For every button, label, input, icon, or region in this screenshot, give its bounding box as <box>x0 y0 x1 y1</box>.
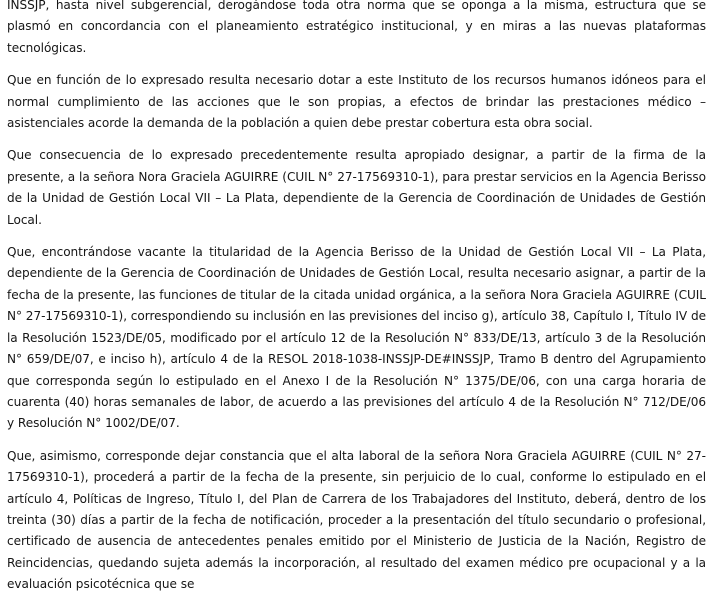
paragraph-labor-registration: Que, asimismo, corresponde dejar constancia que el alta laboral de la señora Nora Graciela AGUIRRE (CUIL N° 27-17569310-1), procederá a partir de la fecha de la presente, sin perjuicio de lo cual, conforme lo estipulado en el artículo 4, Políticas de Ingreso, Título I, del Plan de Carrera de los Trabajadores del Instituto, deberá, dentro de los treinta (30) días a partir de la fecha de notificación, proceder a la presentación del título secundario o profesional, certificado de ausencia de antecedentes penales emitido por el Ministerio de Justicia de la Nación, Registro de Reincidencias, quedando sujeta además la incorporación, al resultado del examen médico pre ocupacional y a la evaluación psicotécnica que se <box>7 448 706 592</box>
paragraph-structure: INSSJP, hasta nivel subgerencial, derogándose toda otra norma que se oponga a la misma, estructura que se plasmó en concordancia con el planeamiento estratégico institucional, y en miras a las nuevas plataformas tecnológicas. <box>7 0 706 55</box>
paragraph-vacancy-assignment: Que, encontrándose vacante la titularidad de la Agencia Berisso de la Unidad de Gestión Local VII – La Plata, dependiente de la Gerencia de Coordinación de Unidades de Gestión Local, resulta necesario asignar, a partir de la fecha de la presente, las funciones de titular de la citada unidad orgánica, a la señora Nora Graciela AGUIRRE (CUIL N° 27-17569310-1), correspondiendo su inclusión en las previsiones del inciso g), artículo 38, Capítulo I, Título IV de la Resolución 1523/DE/05, modificado por el artículo 12 de la Resolución N° 833/DE/13, artículo 3 de la Resolución N° 659/DE/07, e inciso h), artículo 4 de la RESOL 2018-1038-INSSJP-DE#INSSJP, Tramo B dentro del Agrupamiento que corresponda según lo estipulado en el Anexo I de la Resolución N° 1375/DE/06, con una carga horaria de cuarenta (40) horas semanales de labor, de acuerdo a las previsiones del artículo 4 de la Resolución N° 712/DE/06 y Resolución N° 1002/DE/07. <box>7 245 706 431</box>
paragraph-human-resources: Que en función de lo expresado resulta necesario dotar a este Instituto de los recursos humanos idóneos para el normal cumplimiento de las acciones que le son propias, a efectos de brindar las prestaciones médico – asistenciales acorde la demanda de la población a quien debe prestar cobertura esta obra social. <box>7 73 706 131</box>
paragraph-designation: Que consecuencia de lo expresado precedentemente resulta apropiado designar, a partir de la firma de la presente, a la señora Nora Graciela AGUIRRE (CUIL N° 27-17569310-1), para prestar servicios en la Agencia Berisso de la Unidad de Gestión Local VII – La Plata, dependiente de la Gerencia de Coordinación de Unidades de Gestión Local. <box>7 148 706 227</box>
